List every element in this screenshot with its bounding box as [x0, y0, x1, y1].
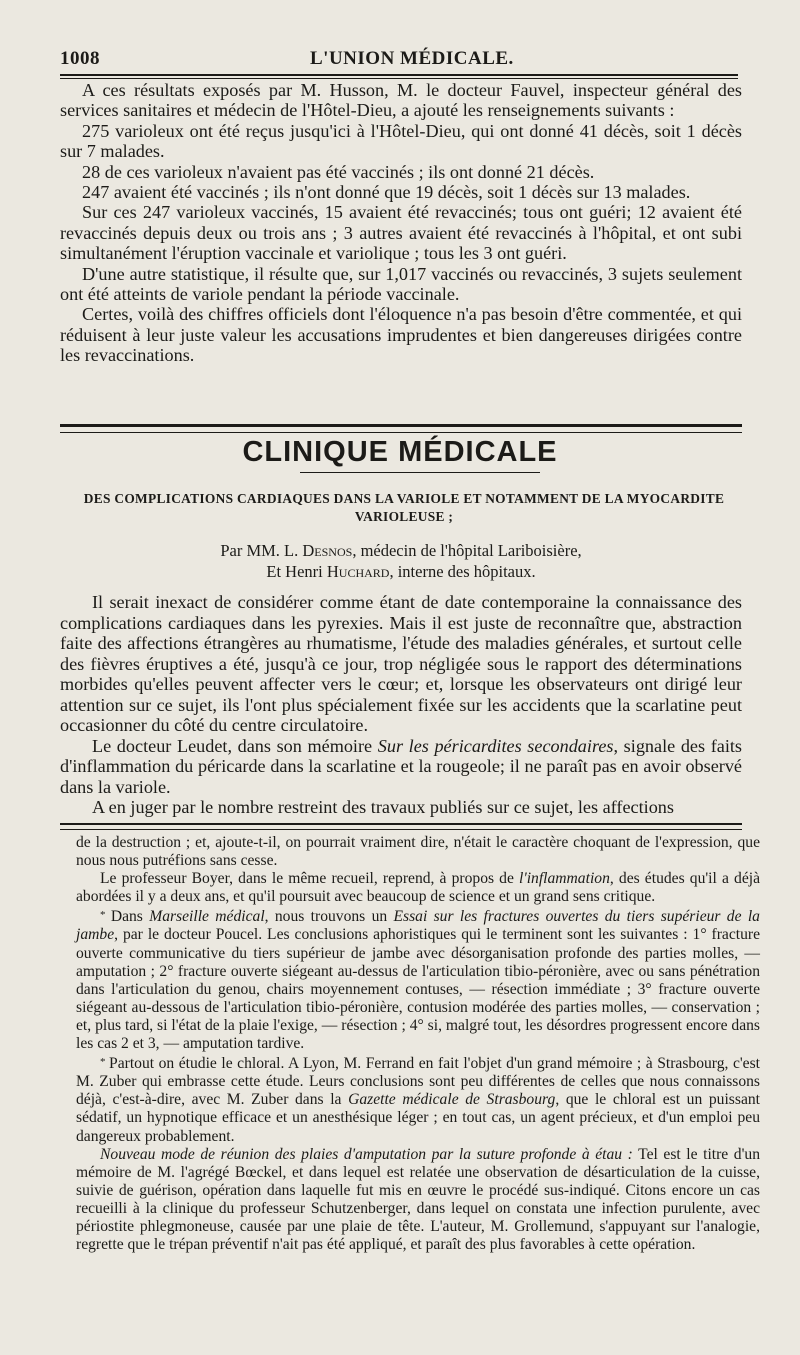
report-paragraph: 275 varioleux ont été reçus jusqu'ici à l'Hôtel-Dieu, qui ont donné 41 décès, soit 1 décès sur 7 malades. [60, 120, 742, 162]
feuilleton-column [76, 834, 760, 1254]
author-line-1: Par MM. L. Desnos, médecin de l'hôpital Lariboisière, [220, 541, 582, 560]
page-number: 1008 [60, 48, 100, 69]
feuilleton-paragraph: * Partout on étudie le chloral. A Lyon, M. Ferrand en fait l'objet d'un grand mémoire ; à Strasbourg, c'est M. Zuber qui embrasse cette étude. Leurs conclusions sont peu différentes de celles que nous connaissons déjà, c'est-à-dire, avec M. Zuber dans la Gazette médicale de Strasbourg, que le chloral est un puissant sédatif, un hypnotique efficace et un anesthésique léger ; en tout cas, un agent précieux, et d'un emploi peu dangereux probablement. [76, 1055, 760, 1145]
feuilleton-paragraph: de la destruction ; et, ajoute-t-il, on pourrait vraiment dire, n'était le caractère choquant de l'expression, que nous nous putréfions sans cesse. [76, 834, 760, 870]
article-paragraph: A en juger par le nombre restreint des travaux publiés sur ce sujet, les affections [92, 797, 674, 817]
author-line-2: Et Henri Huchard, interne des hôpitaux. [266, 562, 536, 581]
asterism-icon: * [100, 909, 105, 922]
article-authors [60, 540, 742, 582]
section-title: CLINIQUE MÉDICALE [242, 436, 558, 468]
report-paragraph: 247 avaient été vaccinés ; ils n'ont donné que 19 décès, soit 1 décès sur 13 malades. [82, 182, 691, 203]
article-paragraph: Il serait inexact de considérer comme étant de date contemporaine la connaissance des complications cardiaques dans les pyrexies. Mais il est juste de reconnaître que, abstraction faite des affections étrangères au rhumatisme, l'étude des maladies générales, et surtout celle des fièvres éruptives a été, jusqu'à ce jour, trop négligée sous le rapport des déterminations morbides qu'elles peuvent affecter vers le cœur; et, lorsque les observateurs ont dirigé leur attention sur ce sujet, ils l'ont plus spécialement fixée sur les accidents que la scarlatine peut occasionner du côté du centre circulatoire. [60, 592, 742, 735]
vaccination-report [60, 80, 742, 366]
feuilleton-paragraph: * Dans Marseille médical, nous trouvons un Essai sur les fractures ouvertes du tiers supérieur de la jambe, par le docteur Poucel. Les conclusions aphoristiques qui le terminent sont les suivantes : 1° fracture ouverte communicative du tiers supérieur de jambe avec désorganisation profonde des parties molles, — amputation ; 2° fracture ouverte siégeant au-dessus de l'articulation tibio-péronière, avec ou sans pénétration dans l'articulation du genou, chairs moyennement contuses, — résection immédiate ; 3° fracture ouverte siégeant au-dessous de l'articulation tibio-péronière, contusion modérée des parties molles, — conservation ; et, plus tard, si l'état de la plaie l'exige, — résection ; 4° si, malgré tout, les désordres progressent encore dans les cas 2 et 3, — amputation tardive. [76, 908, 760, 1053]
feuilleton-paragraph: Le professeur Boyer, dans le même recueil, reprend, à propos de l'inflammation, des études qu'il a déjà abordées il y a deux ans, et qu'il poursuit avec beaucoup de science et un grand sens critique. [76, 870, 760, 906]
report-paragraph: D'une autre statistique, il résulte que, sur 1,017 vaccinés ou revaccinés, 3 sujets seulement ont été atteints de variole pendant la période vaccinale. [60, 263, 742, 305]
page-header [60, 44, 738, 72]
report-paragraph: A ces résultats exposés par M. Husson, M. le docteur Fauvel, inspecteur général des services sanitaires et médecin de l'Hôtel-Dieu, a ajouté les renseignements suivants : [60, 80, 742, 121]
article-body [60, 592, 742, 818]
report-paragraph: Certes, voilà des chiffres officiels dont l'éloquence n'a pas besoin d'être commentée, et qui réduisent à leur juste valeur les accusations imprudentes et bien dangereuses dirigées contre les revaccinations. [60, 304, 742, 366]
asterism-icon: * [100, 1056, 105, 1069]
running-title: L'UNION MÉDICALE. [310, 48, 514, 69]
report-paragraph: Sur ces 247 varioleux vaccinés, 15 avaient été revaccinés; tous ont guéri; 12 avaient été revaccinés depuis deux ou trois ans ; 3 autres avaient été revaccinés à l'hôpital, et ont subi simultanément l'éruption vaccinale et variolique ; tous les 3 ont guéri. [60, 202, 742, 264]
report-paragraph: 28 de ces varioleux n'avaient pas été vaccinés ; ils ont donné 21 décès. [82, 161, 595, 182]
header-rule-thin [60, 78, 738, 79]
section-divider [60, 424, 742, 433]
article-subtitle: DES COMPLICATIONS CARDIAQUES DANS LA VARIOLE ET NOTAMMENT DE LA MYOCARDITE VARIOLEUSE ; [83, 491, 725, 524]
section-title-rule [300, 472, 540, 473]
feuilleton-divider [60, 823, 742, 830]
feuilleton-paragraph: Nouveau mode de réunion des plaies d'amputation par la suture profonde à étau : Tel est le titre d'un mémoire de M. l'agrégé Bœckel, et dans lequel est relatée une observation de désarticulation de la cuisse, suivie de guérison, opération dans laquelle fut mis en œuvre le procédé sus-indiqué. Citons encore un cas recueilli à la clinique du professeur Schutzenberger, dans lequel on constata une infection purulente, avec périostite phlegmoneuse, causée par une plaie de tête. L'auteur, M. Grollemund, s'appuyant sur l'analogie, regrette que le trépan préventif n'ait pas été appliqué, et paraît des plus favorables à cette opération. [76, 1145, 760, 1254]
article-paragraph: Le docteur Leudet, dans son mémoire Sur les péricardites secondaires, signale des faits d'inflammation du péricarde dans la scarlatine et la rougeole; il ne paraît pas en avoir observé dans la variole. [60, 735, 743, 797]
header-rule [60, 74, 738, 76]
